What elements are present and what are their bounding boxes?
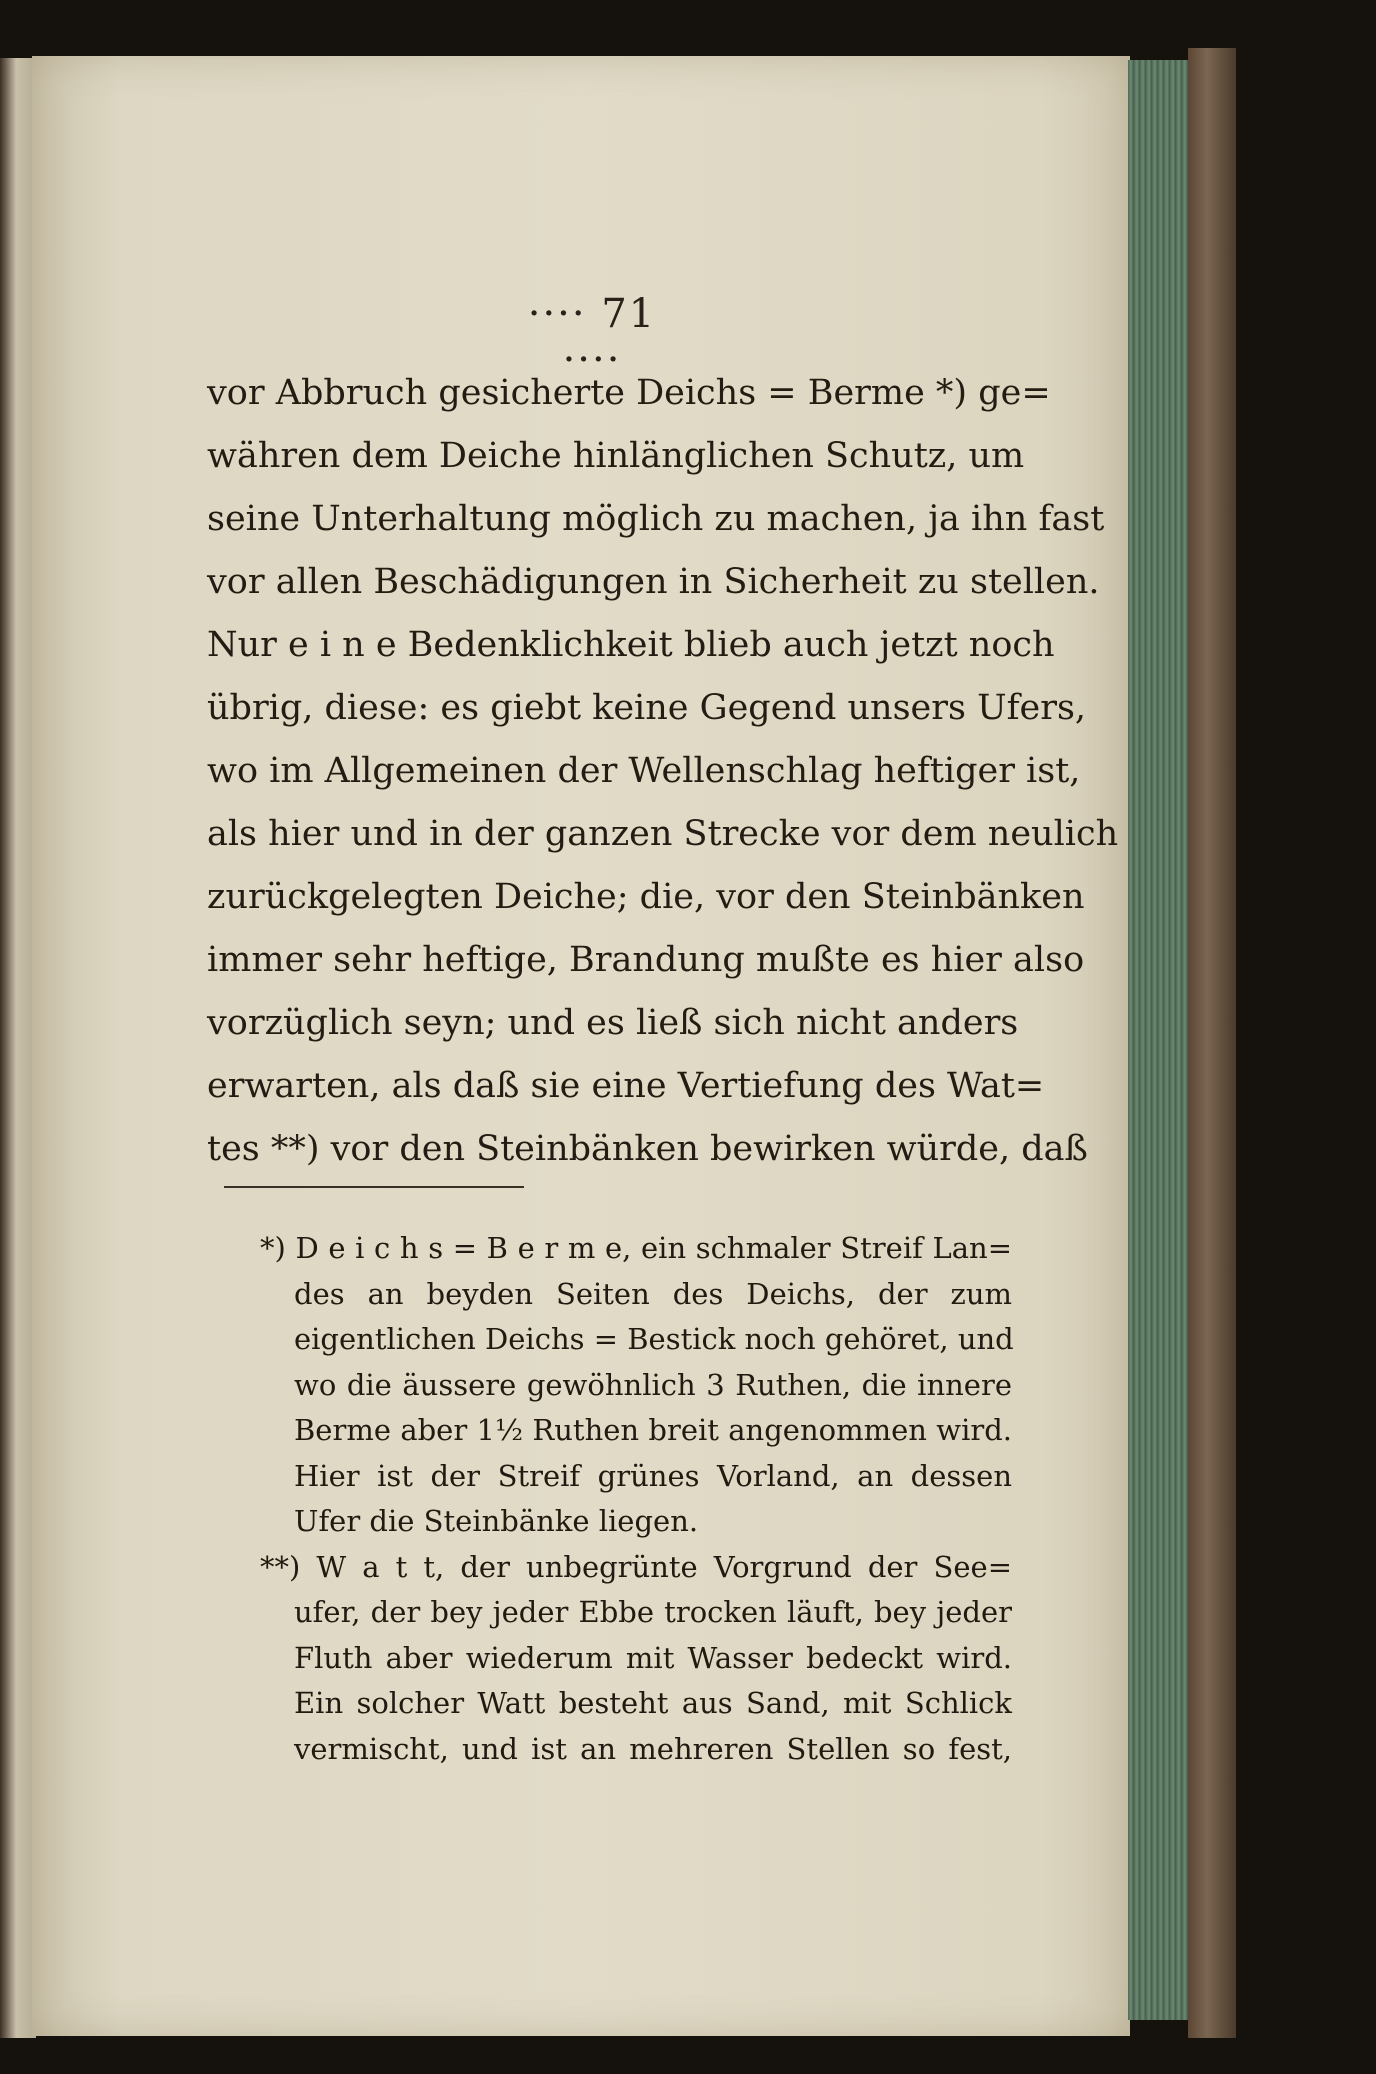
- footnote-line: ufer, der bey jeder Ebbe trocken läuft, bey jeder: [294, 1595, 1012, 1629]
- body-line: seine Unterhaltung möglich zu machen, ja ihn fast: [207, 499, 1105, 539]
- footnote-line: Fluth aber wiederum mit Wasser bedeckt wird.: [294, 1640, 1012, 1675]
- body-text: [207, 362, 1119, 1181]
- footnote-divider: [224, 1186, 524, 1188]
- footnote-line: eigentlichen Deichs = Bestick noch gehöret, und: [294, 1322, 1014, 1356]
- footnote-watt: [32, 1545, 1012, 1773]
- footnote-line: *) D e i c h s = B e r m e, ein schmaler Streif Lan=: [260, 1231, 1012, 1265]
- footnote-line: wo die äussere gewöhnlich 3 Ruthen, die innere: [294, 1367, 1012, 1402]
- footnote-line: Berme aber 1½ Ruthen breit angenommen wird.: [294, 1413, 1012, 1447]
- footnote-line: des an beyden Seiten des Deichs, der zum: [294, 1276, 1012, 1311]
- body-line: übrig, diese: es giebt keine Gegend unsers Ufers,: [207, 688, 1087, 728]
- body-line: erwarten, als daß sie eine Vertiefung des Wat=: [207, 1066, 1045, 1106]
- body-line: immer sehr heftige, Brandung mußte es hier also: [207, 940, 1085, 980]
- body-line: währen dem Deiche hinlänglichen Schutz, um: [207, 436, 1025, 476]
- footnote-line: Ein solcher Watt besteht aus Sand, mit Schlick: [294, 1686, 1012, 1720]
- page-number: ···· 71 ····: [527, 291, 657, 383]
- book-cover-edge: [1188, 48, 1236, 2038]
- book-page: [32, 56, 1130, 2036]
- footnote-line: Hier ist der Streif grünes Vorland, an dessen: [294, 1458, 1012, 1493]
- footnote-line: **) W a t t, der unbegrünte Vorgrund der See=: [260, 1549, 1012, 1584]
- footnote-line: vermischt, und ist an mehreren Stellen so fest,: [294, 1731, 1012, 1766]
- body-line: Nur e i n e Bedenklichkeit blieb auch jetzt noch: [207, 625, 1055, 665]
- body-line: vor allen Beschädigungen in Sicherheit zu stellen.: [207, 562, 1100, 602]
- footnote-line: Ufer die Steinbänke liegen.: [294, 1504, 699, 1538]
- left-page-edge: [0, 58, 36, 2038]
- body-line: tes **) vor den Steinbänken bewirken würde, daß: [207, 1129, 1088, 1169]
- body-line: vorzüglich seyn; und es ließ sich nicht anders: [207, 1003, 1019, 1043]
- body-line: als hier und in der ganzen Strecke vor dem neulich: [207, 814, 1119, 854]
- body-line: vor Abbruch gesicherte Deichs = Berme *) ge=: [207, 373, 1051, 413]
- body-line: zurückgelegten Deiche; die, vor den Steinbänken: [207, 877, 1085, 917]
- footnotes: [32, 1226, 1012, 1772]
- body-line: wo im Allgemeinen der Wellenschlag heftiger ist,: [207, 751, 1081, 791]
- page-edges: [1128, 60, 1190, 2020]
- footnote-deichs-berme: [32, 1226, 1012, 1545]
